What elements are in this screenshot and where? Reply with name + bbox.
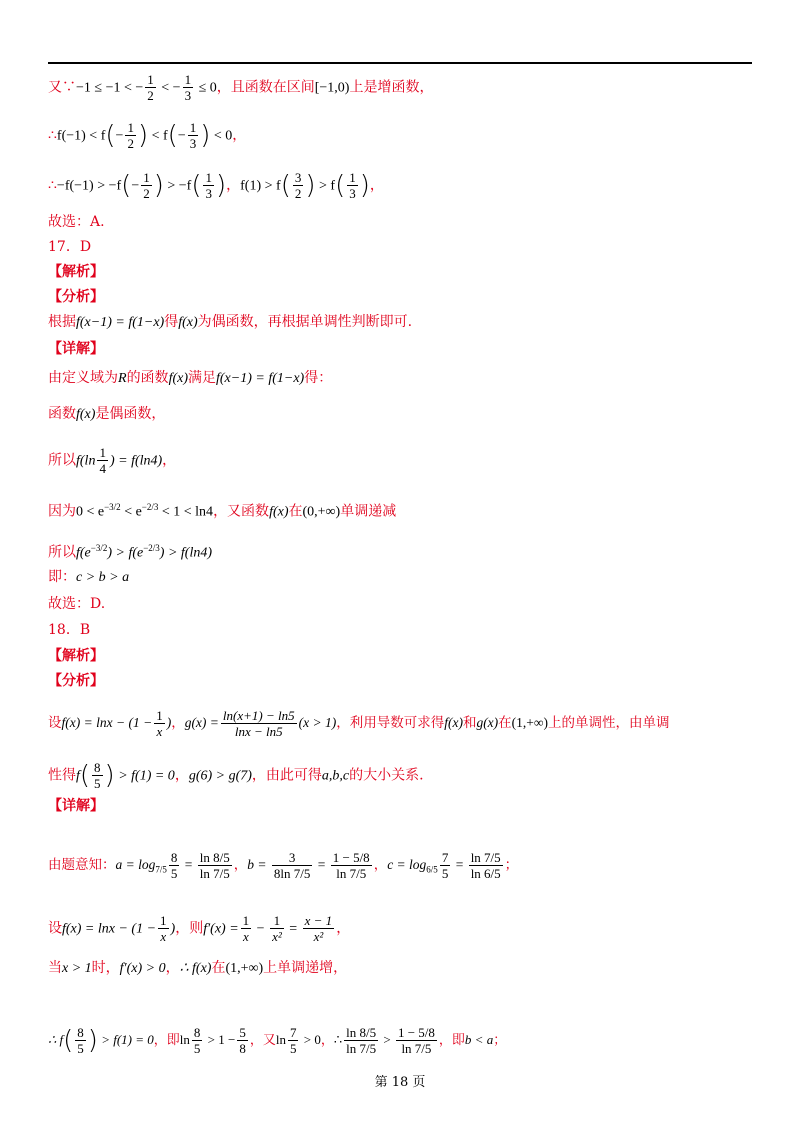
- fraction: $\frac{1}{3}$: [349, 170, 356, 201]
- math: ) > f(ln4): [159, 545, 213, 561]
- section-fenxi-17: 【分析】: [48, 289, 104, 305]
- text-line-14: [48, 538, 212, 564]
- math: f(1) > f: [240, 178, 281, 194]
- fraction: $\frac{7}{5}$: [441, 850, 449, 881]
- math: f(x): [269, 504, 289, 520]
- math: g(6) > g(7): [188, 768, 252, 784]
- fraction: $\frac{1}{3}$: [184, 72, 192, 103]
- text: 函数: [48, 406, 76, 422]
- exponent: −3/2: [90, 543, 108, 553]
- text: ，: [171, 715, 185, 731]
- text: ，: [165, 960, 180, 976]
- math: f(−1) < f: [56, 128, 106, 144]
- fraction: $\frac{1}{4}$: [99, 445, 106, 476]
- text: ∴: [48, 177, 57, 194]
- text: 由定义域为: [48, 370, 118, 386]
- text: ，: [233, 857, 248, 873]
- text: ，: [232, 127, 247, 144]
- math: (1,+∞): [511, 715, 549, 730]
- fraction: $\frac{\ln(x+1) - \ln 5}{\ln x - \ln 5}$: [222, 708, 295, 739]
- math: < f: [148, 128, 168, 144]
- text-line-15: [48, 567, 129, 588]
- fraction: $\frac{\ln 8/5}{\ln 7/5}$: [346, 1025, 377, 1056]
- answer-line-17: 故选：D.: [48, 596, 106, 612]
- fraction: $\frac{1}{x}$: [160, 913, 167, 944]
- fraction: $\frac{\ln 7/5}{\ln 6/5}$: [470, 850, 501, 881]
- text: 上是增函数，: [349, 79, 434, 96]
- text-line-24: 设f(x) = lnx − (1 − $\frac{1}{x}$ )，则f′(x) = $\frac{1}{x}$ − $\frac{1}{\text{x²}}$ = $\frac{x - 1}{\text{x²}}$ ，: [48, 913, 351, 944]
- fraction: $\frac{1}{2}$: [147, 72, 154, 103]
- math: ln: [179, 1032, 190, 1047]
- text: ，: [373, 857, 388, 873]
- fraction: $\frac{1 - 5/8}{\ln 7/5}$: [397, 1025, 435, 1056]
- fraction: $\frac{\ln 8/5}{\ln 7/5}$: [199, 850, 230, 881]
- text: 是偶函数，: [95, 406, 166, 422]
- subscript: 6/5: [426, 864, 438, 875]
- exponent: −3/2: [104, 502, 121, 512]
- math: > f: [315, 178, 336, 194]
- math: > 0: [300, 1032, 321, 1047]
- text: ，又函数: [213, 503, 270, 520]
- fraction: $\frac{7}{5}$: [289, 1025, 297, 1056]
- text: ，: [320, 1033, 334, 1048]
- math: −1 ≤ −1 < −: [76, 80, 144, 96]
- text: 在: [498, 715, 512, 731]
- math: < −: [157, 80, 181, 96]
- text: ，即: [438, 1033, 465, 1048]
- text: 得: [164, 314, 179, 330]
- answer-line-16: 故选：A.: [48, 214, 105, 230]
- math: ln: [275, 1032, 286, 1047]
- math: f(ln: [76, 453, 96, 469]
- math: b < a: [464, 1032, 494, 1047]
- text: 又∵: [48, 79, 76, 96]
- math: f(x) = lnx − (1 −: [62, 921, 157, 937]
- math: ∴ f: [48, 1032, 64, 1047]
- fraction: $\frac{8}{5}$: [77, 1025, 84, 1056]
- math: ) = f(ln4): [109, 453, 163, 469]
- math: f(x) = lnx − (1 −: [61, 715, 153, 730]
- fraction: $\frac{1}{x}$: [242, 913, 250, 944]
- text-line-10: [48, 368, 332, 389]
- text: ，由此可得: [251, 767, 322, 784]
- text-line-8: [48, 312, 412, 333]
- text: ，又: [249, 1033, 276, 1048]
- math: (1,+∞): [225, 961, 264, 976]
- text: 所以: [48, 544, 76, 561]
- math: f(x): [168, 371, 188, 386]
- text: 上的单调性，由单调: [548, 715, 670, 731]
- math: ≤ 0: [195, 80, 217, 96]
- fraction: $\frac{1}{2}$: [143, 170, 150, 201]
- fraction: $\frac{8}{5}$: [94, 760, 101, 791]
- math: ): [170, 921, 176, 937]
- math: [−1,0): [314, 80, 350, 96]
- section-fenxi-18: 【分析】: [48, 673, 104, 689]
- text: 和: [462, 715, 477, 731]
- text-line-11: [48, 404, 165, 425]
- math: > 1 −: [204, 1032, 236, 1047]
- math: −f(−1) > −f: [56, 178, 122, 194]
- fraction: $\frac{1}{\text{x²}}$: [272, 913, 282, 944]
- text: 因为: [48, 503, 76, 520]
- text-line-1: [48, 72, 433, 103]
- math: > f(1) = 0: [97, 1032, 154, 1047]
- text: 在: [288, 503, 303, 520]
- math: f(x−1) = f(1−x): [216, 371, 305, 386]
- text: ，: [174, 767, 189, 784]
- text: 性得: [48, 767, 76, 784]
- text-line-25: [48, 958, 347, 979]
- text-line-3: ∴−f(−1) > −f(− $\frac{1}{2}$ ) > −f( $\frac{1}{3}$ )，f(1) > f( $\frac{3}{2}$ ) > f( $\frac{1}{3}$ )，: [48, 170, 384, 201]
- fraction: $\frac{x - 1}{\text{x²}}$: [304, 913, 333, 944]
- text: ，利用导数可求得: [336, 715, 445, 731]
- fraction: $\frac{8}{5}$: [170, 850, 178, 881]
- math: R: [118, 371, 127, 386]
- text: ，: [162, 452, 177, 469]
- math: 0 < e: [76, 504, 105, 520]
- fraction: $\frac{1}{3}$: [189, 120, 197, 151]
- text: 设: [48, 715, 62, 731]
- text: ，且函数在区间: [216, 79, 315, 96]
- section-jiexi-17: 【解析】: [48, 264, 104, 280]
- text: ；: [504, 857, 519, 873]
- math: < e: [120, 504, 142, 520]
- fraction: $\frac{5}{8}$: [239, 1025, 246, 1056]
- text: 根据: [48, 314, 76, 330]
- text: ，即: [153, 1033, 180, 1048]
- text-line-2: ∴f(−1) < f(− $\frac{1}{2}$ ) < f(− $\frac{1}{3}$ ) < 0，: [48, 120, 247, 151]
- text: 满足: [188, 370, 216, 386]
- math: (0,+∞): [302, 504, 341, 520]
- text: 的大小关系.: [349, 767, 424, 784]
- text: ，: [226, 177, 241, 194]
- math: f(x): [178, 315, 198, 330]
- text: 时，: [91, 960, 120, 976]
- text: 所以: [48, 452, 76, 469]
- math: g(x) =: [184, 715, 219, 730]
- exponent: −2/3: [141, 502, 159, 512]
- math: ∴ f(x): [179, 961, 212, 976]
- text: 设: [48, 920, 62, 937]
- fraction: $\frac{1}{3}$: [205, 170, 212, 201]
- math: f(x): [444, 715, 463, 730]
- text: ；: [493, 1033, 507, 1048]
- text: 为偶函数，再根据单调性判断即可.: [197, 314, 413, 330]
- text: 当: [48, 960, 62, 976]
- section-xiangjie-17: 【详解】: [48, 341, 104, 357]
- math: < 0: [210, 128, 233, 144]
- text-line-13: [48, 497, 396, 523]
- math: > −f: [163, 178, 192, 194]
- math: f′(x) =: [203, 921, 239, 937]
- math: ) > f(e: [107, 545, 144, 561]
- fraction: $\frac{3}{8\ln 7/5}$: [273, 850, 311, 881]
- text-line-12: [48, 445, 176, 476]
- question-18-header: 18．B: [48, 622, 91, 638]
- text: 由题意知：: [48, 857, 116, 873]
- math: > f(1) = 0: [114, 768, 175, 784]
- text: 上单调递增，: [263, 960, 348, 976]
- math: a,b,c: [321, 768, 350, 784]
- page-number: 第 18 页: [374, 1075, 426, 1090]
- subscript: 7/5: [155, 864, 167, 875]
- math: ): [166, 715, 172, 730]
- math: c > b > a: [76, 570, 130, 585]
- text: 的函数: [126, 370, 169, 386]
- math: f′(x) > 0: [119, 961, 166, 976]
- math: a = log: [115, 857, 156, 872]
- math: f: [76, 768, 80, 784]
- math: (x > 1): [298, 715, 337, 730]
- math: b =: [247, 857, 270, 872]
- text: ，则: [175, 920, 204, 937]
- math: f(x): [76, 407, 96, 422]
- math: ∴: [333, 1032, 343, 1047]
- math: g(x): [476, 715, 499, 730]
- text: 在: [211, 960, 226, 976]
- text: ，: [369, 177, 384, 194]
- text: ∴: [48, 127, 57, 144]
- fraction: $\frac{3}{2}$: [294, 170, 302, 201]
- math: c = log: [387, 857, 427, 872]
- fraction: $\frac{1}{2}$: [127, 120, 134, 151]
- math: f(e: [76, 545, 91, 561]
- text-line-26: ∴ f( $\frac{8}{5}$ ) > f(1) = 0，即ln $\frac{8}{5}$ > 1 − $\frac{5}{8}$ ，又ln $\frac{7}{5}$ > 0，∴ $\frac{\ln 8/5}{\ln 7/5}$ > $\frac{1 - 5/8}{\ln 7/5}$ ，即b < a；: [48, 1025, 507, 1056]
- section-xiangjie-18: 【详解】: [48, 798, 104, 814]
- header-rule: [48, 62, 752, 64]
- fraction: $\frac{1}{x}$: [156, 708, 163, 739]
- text: ，: [336, 920, 351, 937]
- text-line-20: [48, 708, 670, 739]
- text: 单调递减: [340, 503, 397, 520]
- math: < 1 < ln4: [158, 504, 214, 520]
- text-line-21: 性得f( $\frac{8}{5}$ ) > f(1) = 0，g(6) > g(7)，由此可得a,b,c的大小关系.: [48, 760, 424, 791]
- question-17-header: 17．D: [48, 239, 92, 255]
- exponent: −2/3: [143, 543, 160, 553]
- text: 得：: [304, 370, 333, 386]
- fraction: $\frac{8}{5}$: [193, 1025, 201, 1056]
- text: 即：: [48, 569, 76, 585]
- section-jiexi-18: 【解析】: [48, 648, 104, 664]
- math: f(x−1) = f(1−x): [76, 315, 165, 330]
- math: x > 1: [62, 961, 92, 976]
- fraction: $\frac{1 - 5/8}{\ln 7/5}$: [332, 850, 370, 881]
- text-line-23: 由题意知：$a = \log_{7/5}$ $\frac{8}{5}$ = $\frac{\ln 8/5}{\ln 7/5}$ ，b = $\frac{3}{8\ln 7/5}$ = $\frac{1 - 5/8}{\ln 7/5}$ ，$c = \log_{6/5}$ $\frac{7}{5}$ = $\frac{\ln 7/5}{\ln 6/5}$ ；: [48, 850, 519, 881]
